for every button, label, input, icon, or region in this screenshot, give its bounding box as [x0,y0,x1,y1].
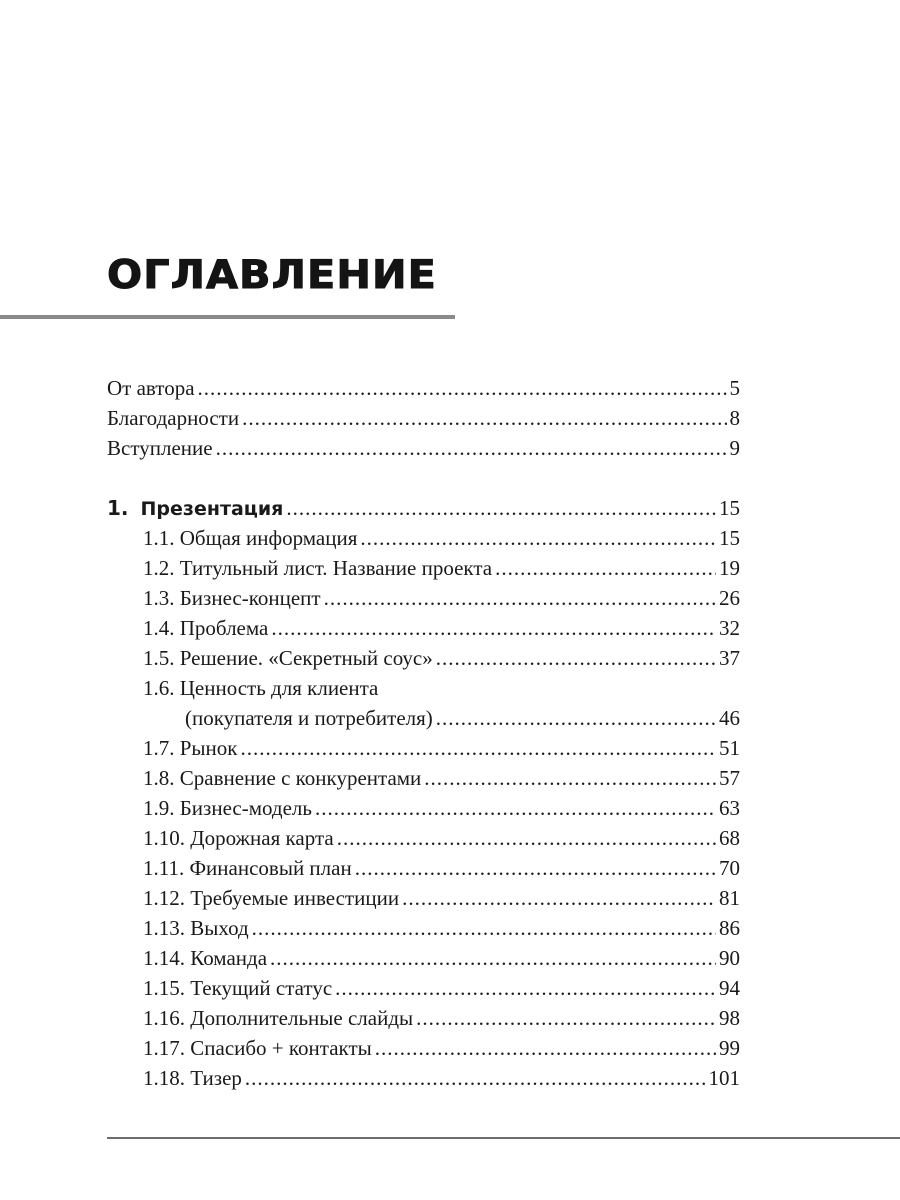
toc-entry-label: 1.16. Дополнительные слайды [143,1006,414,1030]
toc-entry-page: 98 [719,1006,740,1030]
toc-section-1-16[interactable] [143,1003,740,1033]
dot-leader [360,523,716,553]
toc-entry-page: 32 [719,616,740,640]
toc-entry-label: 1.1. Общая информация [143,526,358,550]
toc-entry-page: 94 [719,976,740,1000]
toc-entry-acknowledgements[interactable] [107,403,740,433]
dot-leader [424,763,716,793]
toc-entry-page: 81 [719,886,740,910]
dot-leader [324,583,716,613]
toc-section-1-2[interactable] [143,553,740,583]
toc-entry-page: 99 [719,1036,740,1060]
toc-entry-label: 1.5. Решение. «Секретный соус» [143,646,433,670]
toc-entry-label: 1.10. Дорожная карта [143,826,334,850]
dot-leader [271,613,716,643]
toc-section-1-15[interactable] [143,973,740,1003]
chapter-number: 1. [107,496,129,520]
toc-section-1-5[interactable] [143,643,740,673]
toc-section-1-13[interactable] [143,913,740,943]
toc-entry-page: 19 [719,556,740,580]
toc-entry-label: 1.13. Выход [143,916,249,940]
dot-leader [242,403,726,433]
dot-leader [216,433,727,463]
toc-entry-introduction[interactable] [107,433,740,463]
dot-leader [252,913,716,943]
toc-entry-label: 1.9. Бизнес-модель [143,796,312,820]
dot-leader [495,553,716,583]
dot-leader [416,1003,716,1033]
dot-leader [436,643,716,673]
toc-section-1-3[interactable] [143,583,740,613]
dot-leader [375,1033,716,1063]
toc-section-1-1[interactable] [143,523,740,553]
toc-entry-label: 1.15. Текущий статус [143,976,333,1000]
toc-entry-label: 1.3. Бизнес-концепт [143,586,321,610]
toc-entry-page: 8 [729,406,740,430]
dot-leader [315,793,716,823]
dot-leader [335,973,716,1003]
dot-leader [240,733,716,763]
toc-entry-page: 63 [719,796,740,820]
toc-entry-page: 9 [729,436,740,460]
page-title: ОГЛАВЛЕНИЕ [107,253,437,298]
toc-section-1-9[interactable] [143,793,740,823]
toc-entry-label: (покупателя и потребителя) [185,706,433,730]
toc-entry-page: 86 [719,916,740,940]
chapter-heading [107,493,286,524]
toc-entry-label: 1.8. Сравнение с конкурентами [143,766,422,790]
toc-entry-page: 5 [729,376,740,400]
dot-leader [198,373,727,403]
toc-entry-page: 68 [719,826,740,850]
toc-chapter-1[interactable] [107,493,740,524]
toc-section-1-18[interactable] [143,1063,740,1093]
chapter-title: Презентация [140,498,284,520]
toc-entry-page: 90 [719,946,740,970]
toc-section-1-4[interactable] [143,613,740,643]
toc-entry-page: 101 [708,1066,740,1090]
toc-entry-label: Вступление [107,436,213,460]
toc-entry-page: 26 [719,586,740,610]
bottom-rule [107,1137,900,1139]
toc-entry-label: 1.4. Проблема [143,616,269,640]
toc-section-1-10[interactable] [143,823,740,853]
toc-entry-label: От автора [107,376,195,400]
toc-entry-page: 37 [719,646,740,670]
toc-entry-label: 1.7. Рынок [143,736,238,760]
toc-section-1-12[interactable] [143,883,740,913]
dot-leader [245,1063,706,1093]
toc-section-1-6-first-line[interactable]: 1.6. Ценность для клиента [143,676,379,700]
toc-entry-from-author[interactable] [107,373,740,403]
toc-entry-page: 51 [719,736,740,760]
dot-leader [270,943,716,973]
toc-section-1-14[interactable] [143,943,740,973]
dot-leader [402,883,716,913]
toc-entry-label: 1.2. Титульный лист. Название проекта [143,556,493,580]
toc-section-1-8[interactable] [143,763,740,793]
toc-section-1-17[interactable] [143,1033,740,1063]
toc-section-1-6[interactable] [185,703,740,733]
toc-entry-label: 1.11. Финансовый план [143,856,352,880]
toc-entry-label: 1.12. Требуемые инвестиции [143,886,400,910]
dot-leader [286,493,716,523]
toc-section-1-7[interactable] [143,733,740,763]
dot-leader [436,703,716,733]
toc-entry-label: 1.17. Спасибо + контакты [143,1036,372,1060]
toc-entry-page: 15 [719,526,740,550]
toc-entry-page: 70 [719,856,740,880]
toc-section-1-11[interactable] [143,853,740,883]
toc-entry-label: 1.14. Команда [143,946,268,970]
toc-entry-page: 15 [719,496,740,520]
toc-entry-page: 46 [719,706,740,730]
dot-leader [337,823,716,853]
toc-entry-label: Благодарности [107,406,240,430]
toc-entry-label: 1.18. Тизер [143,1066,242,1090]
dot-leader [355,853,716,883]
toc-entry-page: 57 [719,766,740,790]
